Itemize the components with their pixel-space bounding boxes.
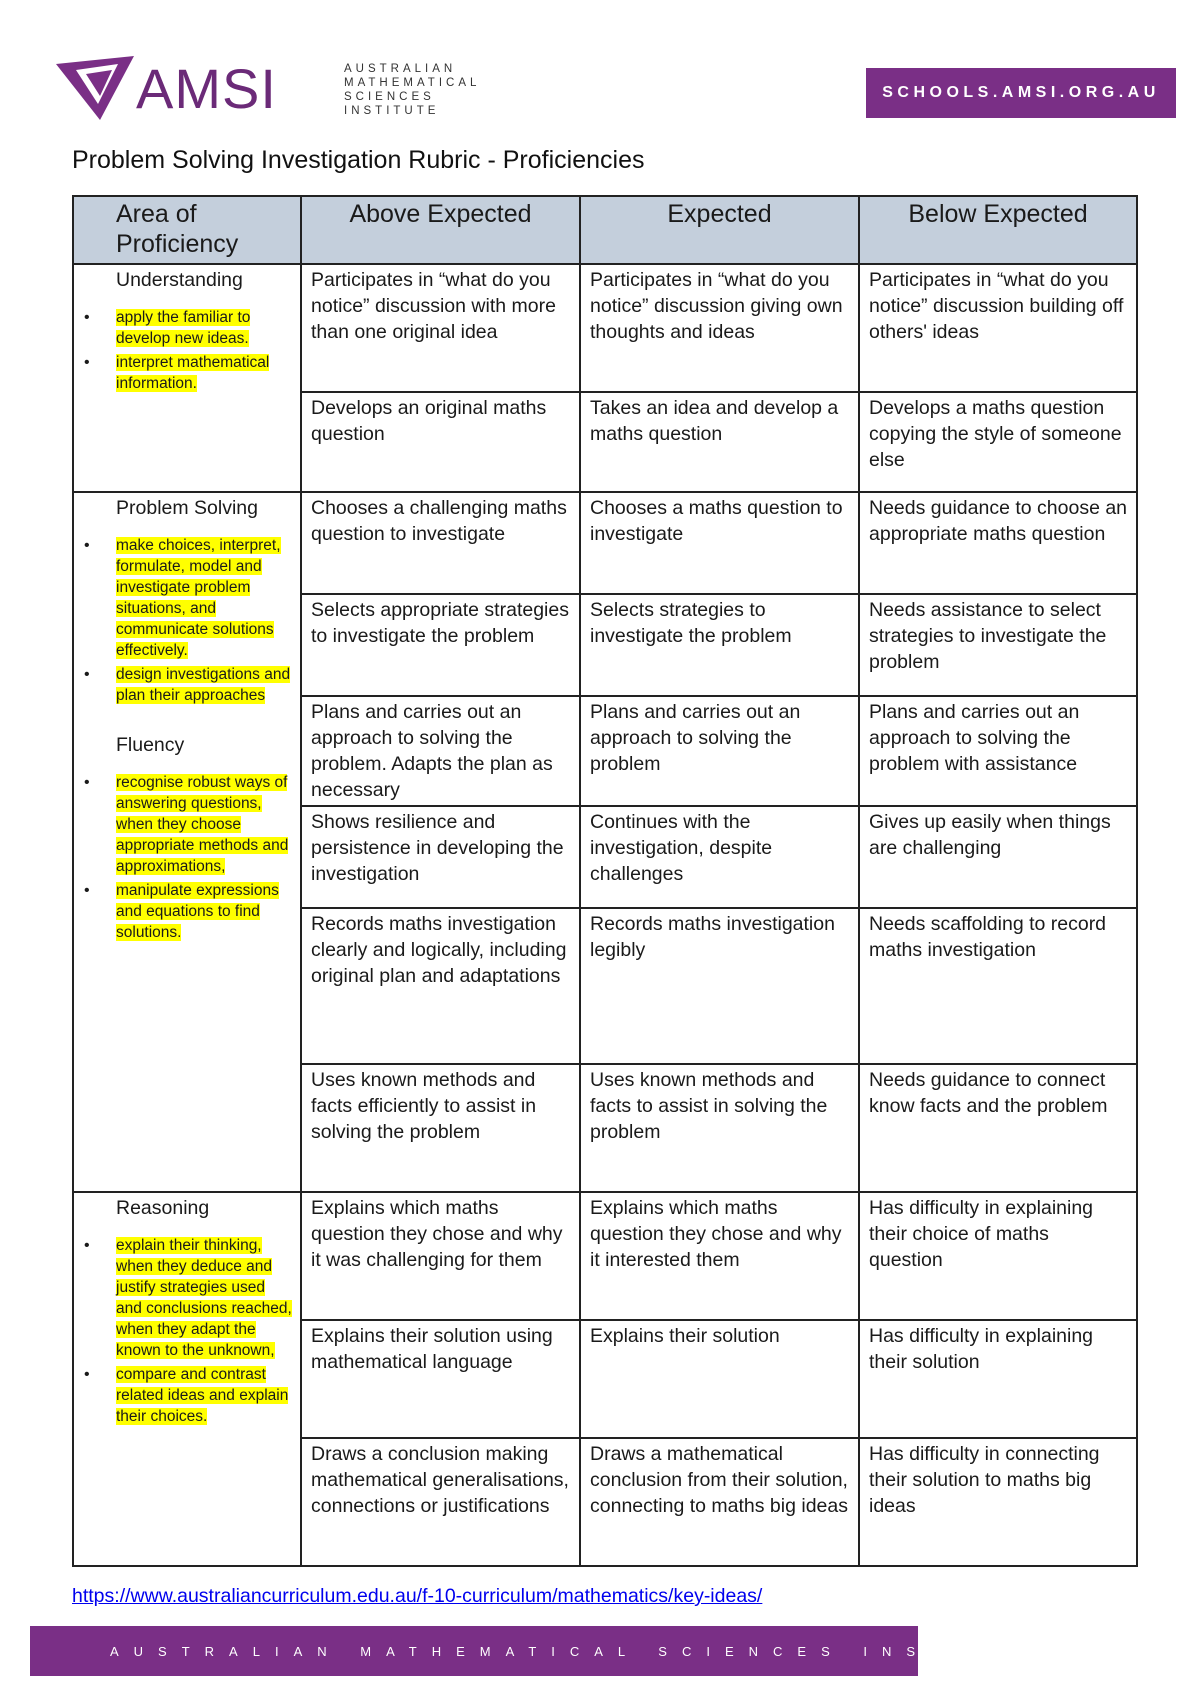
list-item: • make choices, interpret, formulate, model and investigate problem situations, and communicate solutions effectively.	[78, 535, 292, 661]
list-item: • apply the familiar to develop new ideas.	[78, 307, 292, 349]
cell-below: Has difficulty in connecting their solution to maths big ideas	[859, 1438, 1137, 1566]
table-row	[73, 264, 1137, 392]
site-url-badge: SCHOOLS.AMSI.ORG.AU	[866, 68, 1176, 118]
area-label: Problem Solving	[116, 497, 258, 519]
cell-above: Chooses a challenging maths question to investigate	[301, 492, 580, 594]
area-label: Fluency	[116, 734, 185, 756]
cell-above: Explains their solution using mathematical language	[301, 1320, 580, 1438]
list-item: • recognise robust ways of answering questions, when they choose appropriate methods and approximations,	[78, 772, 292, 877]
cell-expected: Continues with the investigation, despite challenges	[580, 806, 859, 908]
logo-wordmark: AMSI	[136, 57, 277, 120]
cell-expected: Takes an idea and develop a maths question	[580, 392, 859, 492]
cell-expected: Uses known methods and facts to assist in solving the problem	[580, 1064, 859, 1192]
area-understanding	[73, 264, 301, 492]
cell-below: Develops a maths question copying the style of someone else	[859, 392, 1137, 492]
header-below-expected: Below Expected	[859, 196, 1137, 264]
area-bullets	[78, 535, 292, 706]
cell-below: Has difficulty in explaining their choice of maths question	[859, 1192, 1137, 1320]
cell-above: Records maths investigation clearly and logically, including original plan and adaptations	[301, 908, 580, 1064]
cell-below: Gives up easily when things are challenging	[859, 806, 1137, 908]
amsi-triangle-logo-icon	[56, 56, 136, 122]
cell-above: Explains which maths question they chose and why it was challenging for them	[301, 1192, 580, 1320]
list-item: • compare and contrast related ideas and explain their choices.	[78, 1364, 292, 1427]
table-header-row	[73, 196, 1137, 264]
area-label: Understanding	[116, 269, 243, 291]
list-item: • design investigations and plan their approaches	[78, 664, 292, 706]
cell-expected: Explains which maths question they chose and why it interested them	[580, 1192, 859, 1320]
cell-below: Plans and carries out an approach to solving the problem with assistance	[859, 696, 1137, 806]
curriculum-link[interactable]: https://www.australiancurriculum.edu.au/f-10-curriculum/mathematics/key-ideas/	[72, 1585, 763, 1607]
cell-below: Needs assistance to select strategies to investigate the problem	[859, 594, 1137, 696]
document-title: Problem Solving Investigation Rubric - Proficiencies	[72, 146, 645, 174]
cell-expected: Participates in “what do you notice” discussion giving own thoughts and ideas	[580, 264, 859, 392]
cell-above: Draws a conclusion making mathematical generalisations, connections or justifications	[301, 1438, 580, 1566]
cell-expected: Records maths investigation legibly	[580, 908, 859, 1064]
footer-institute-name: AUSTRALIAN MATHEMATICAL SCIENCES INSTITUTE	[110, 1643, 1066, 1659]
cell-below: Has difficulty in explaining their solution	[859, 1320, 1137, 1438]
area-label: Reasoning	[116, 1197, 210, 1219]
area-problem-solving-fluency	[73, 492, 301, 1192]
area-reasoning	[73, 1192, 301, 1566]
area-bullets	[78, 307, 292, 394]
area-bullets	[78, 772, 292, 943]
rubric-table	[72, 195, 1138, 1567]
table-row	[73, 492, 1137, 594]
list-item: • explain their thinking, when they deduce and justify strategies used and conclusions reached, when they adapt the known to the unknown,	[78, 1235, 292, 1361]
cell-expected: Selects strategies to investigate the problem	[580, 594, 859, 696]
cell-above: Shows resilience and persistence in developing the investigation	[301, 806, 580, 908]
cell-below: Needs scaffolding to record maths investigation	[859, 908, 1137, 1064]
cell-above: Selects appropriate strategies to investigate the problem	[301, 594, 580, 696]
header-above-expected: Above Expected	[301, 196, 580, 264]
footer-bar	[30, 1626, 1066, 1676]
amsi-logo	[56, 56, 481, 126]
cell-above: Plans and carries out an approach to solving the problem. Adapts the plan as necessary	[301, 696, 580, 806]
cell-above: Uses known methods and facts efficiently to assist in solving the problem	[301, 1064, 580, 1192]
cell-expected: Chooses a maths question to investigate	[580, 492, 859, 594]
logo-subtitle: AUSTRALIAN MATHEMATICAL SCIENCES INSTITUTE	[344, 63, 481, 117]
area-bullets	[78, 1235, 292, 1427]
cell-expected: Explains their solution	[580, 1320, 859, 1438]
cell-below: Participates in “what do you notice” discussion building off others' ideas	[859, 264, 1137, 392]
header-area: Area of Proficiency	[73, 196, 301, 264]
cell-above: Participates in “what do you notice” discussion with more than one original idea	[301, 264, 580, 392]
cell-below: Needs guidance to choose an appropriate maths question	[859, 492, 1137, 594]
cell-expected: Plans and carries out an approach to solving the problem	[580, 696, 859, 806]
cell-below: Needs guidance to connect know facts and the problem	[859, 1064, 1137, 1192]
cell-above: Develops an original maths question	[301, 392, 580, 492]
list-item: • interpret mathematical information.	[78, 352, 292, 394]
header-expected: Expected	[580, 196, 859, 264]
cell-expected: Draws a mathematical conclusion from their solution, connecting to maths big ideas	[580, 1438, 859, 1566]
list-item: • manipulate expressions and equations to find solutions.	[78, 880, 292, 943]
table-row	[73, 1192, 1137, 1320]
